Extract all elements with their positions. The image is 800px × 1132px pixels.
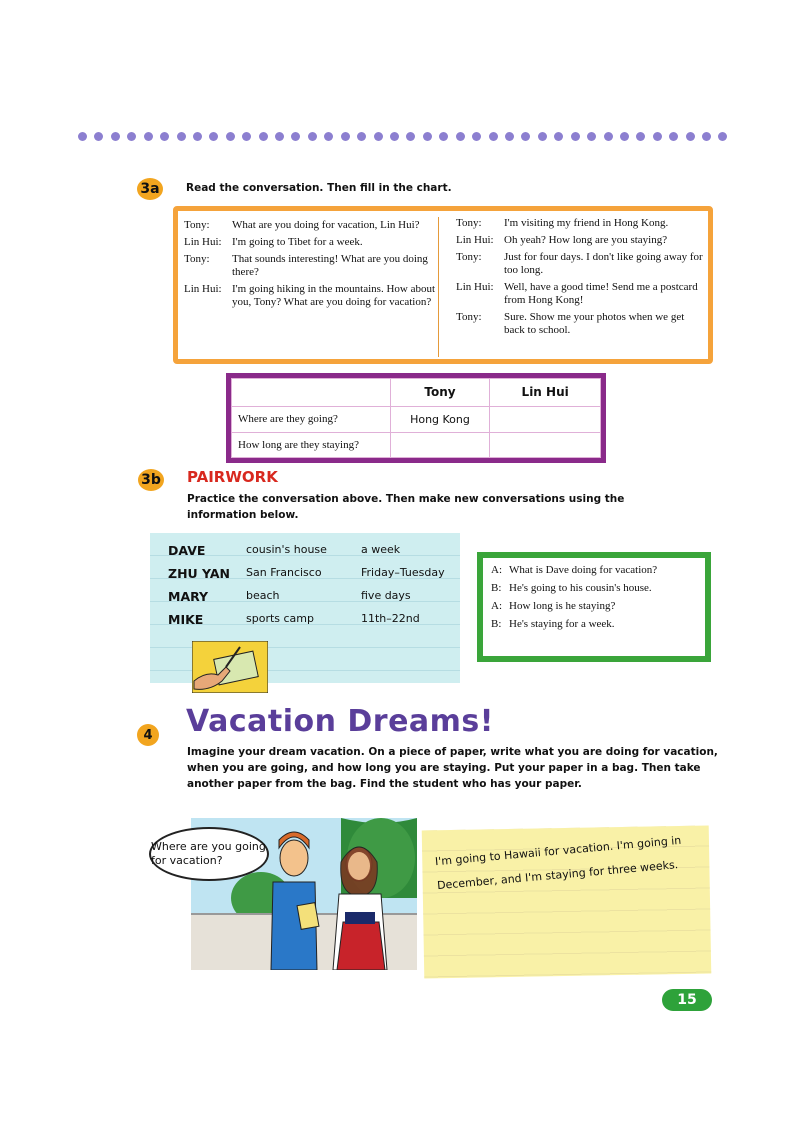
- dialog-line: [491, 582, 705, 594]
- dialog-text: He's going to his cousin's house.: [509, 582, 652, 594]
- dialog-text: He's staying for a week.: [509, 618, 615, 630]
- column-divider: [438, 217, 439, 357]
- chart-row: [232, 406, 601, 432]
- section-3b-badge: 3b: [138, 469, 164, 491]
- person-name: ZHU YAN: [168, 566, 231, 581]
- conversation-line: [184, 253, 436, 279]
- section-4-badge: 4: [137, 724, 159, 746]
- person-name: DAVE: [168, 543, 206, 558]
- person-time: five days: [361, 589, 411, 602]
- conversation-box: [173, 206, 713, 364]
- person-place: sports camp: [246, 612, 314, 625]
- speaker: Tony:: [456, 217, 482, 229]
- utterance: I'm going hiking in the mountains. How about you, Tony? What are you doing for vacation?: [232, 283, 436, 308]
- conversation-line: [184, 219, 436, 232]
- utterance: What are you doing for vacation, Lin Hui?: [232, 219, 420, 231]
- dialog-line: [491, 618, 705, 630]
- speaker: Tony:: [456, 311, 482, 323]
- person-name: MARY: [168, 589, 209, 604]
- page-number: 15: [662, 989, 712, 1011]
- utterance: Sure. Show me your photos when we get back to school.: [504, 311, 685, 336]
- utterance: I'm going to Tibet for a week.: [232, 236, 363, 248]
- dialog-line: [491, 564, 705, 576]
- info-row: [168, 566, 471, 581]
- speaker: Tony:: [184, 219, 210, 231]
- person-name: MIKE: [168, 612, 204, 627]
- conversation-right-column: [456, 217, 706, 341]
- person-place: beach: [246, 589, 280, 602]
- chart-cell-tony[interactable]: Hong Kong: [390, 406, 490, 432]
- chart-question: Where are they going?: [232, 406, 391, 432]
- dialog-text: How long is he staying?: [509, 600, 616, 612]
- section-3b-instruction: Practice the conversation above. Then make new conversations using the information below.: [187, 493, 625, 521]
- info-row: [168, 543, 471, 558]
- chart-row: [232, 433, 601, 458]
- utterance: That sounds interesting! What are you doing there?: [232, 253, 428, 278]
- chart-cell-lin-hui[interactable]: [490, 406, 601, 432]
- chart-cell-lin-hui[interactable]: [490, 433, 601, 458]
- speech-bubble: Where are you going for vacation?: [149, 827, 269, 881]
- sample-dialog: [477, 552, 711, 662]
- writing-hand-icon: [192, 641, 268, 693]
- dialog-line: [491, 600, 705, 612]
- chart-question: How long are they staying?: [232, 433, 391, 458]
- person-time: Friday–Tuesday: [361, 566, 445, 579]
- sticky-note-text: I'm going to Hawaii for vacation. I'm going in December, and I'm staying for three weeks.: [434, 833, 682, 893]
- utterance: Oh yeah? How long are you staying?: [504, 234, 668, 246]
- info-row: [168, 612, 471, 627]
- chart-cell-tony[interactable]: [390, 433, 490, 458]
- section-3a-badge: 3a: [137, 178, 163, 200]
- section-4-title: Vacation Dreams!: [186, 704, 494, 739]
- conversation-line: [456, 311, 706, 337]
- conversation-line: [456, 281, 706, 307]
- dotted-rule: [78, 132, 728, 144]
- fill-in-chart: [226, 373, 606, 463]
- conversation-left-column: [184, 219, 436, 313]
- conversation-line: [456, 251, 706, 277]
- info-notebook: [150, 533, 460, 683]
- conversation-line: [184, 236, 436, 249]
- dialog-speaker: B:: [491, 582, 502, 594]
- speaker: Lin Hui:: [184, 283, 222, 295]
- speaker: Tony:: [184, 253, 210, 265]
- speaker: Lin Hui:: [456, 281, 494, 293]
- person-time: a week: [361, 543, 401, 556]
- person-time: 11th–22nd: [361, 612, 420, 625]
- utterance: I'm visiting my friend in Hong Kong.: [504, 217, 669, 229]
- conversation-line: [456, 217, 706, 230]
- speaker: Lin Hui:: [456, 234, 494, 246]
- person-place: cousin's house: [246, 543, 327, 556]
- chart-header-tony: Tony: [390, 379, 490, 407]
- utterance: Well, have a good time! Send me a postcard from Hong Kong!: [504, 281, 698, 306]
- dialog-text: What is Dave doing for vacation?: [509, 564, 658, 576]
- dialog-speaker: B:: [491, 618, 502, 630]
- sticky-note: [422, 826, 712, 979]
- section-4-instruction: Imagine your dream vacation. On a piece of paper, write what you are doing for vacation, when you are going, and how long you are staying. Put your paper in a bag. Then take another paper from the bag. Find the student who has your paper.: [187, 746, 718, 790]
- utterance: Just for four days. I don't like going away for too long.: [504, 251, 703, 276]
- section-3a-instruction: Read the conversation. Then fill in the chart.: [186, 182, 452, 194]
- info-row: [168, 589, 471, 604]
- dialog-speaker: A:: [491, 600, 502, 612]
- chart-header-empty: [232, 379, 391, 407]
- person-place: San Francisco: [246, 566, 322, 579]
- speaker: Lin Hui:: [184, 236, 222, 248]
- pairwork-title: PAIRWORK: [187, 468, 278, 486]
- conversation-line: [456, 234, 706, 247]
- chart-header-row: [232, 379, 601, 407]
- speaker: Tony:: [456, 251, 482, 263]
- conversation-line: [184, 283, 436, 309]
- chart-header-lin-hui: Lin Hui: [490, 379, 601, 407]
- dialog-speaker: A:: [491, 564, 502, 576]
